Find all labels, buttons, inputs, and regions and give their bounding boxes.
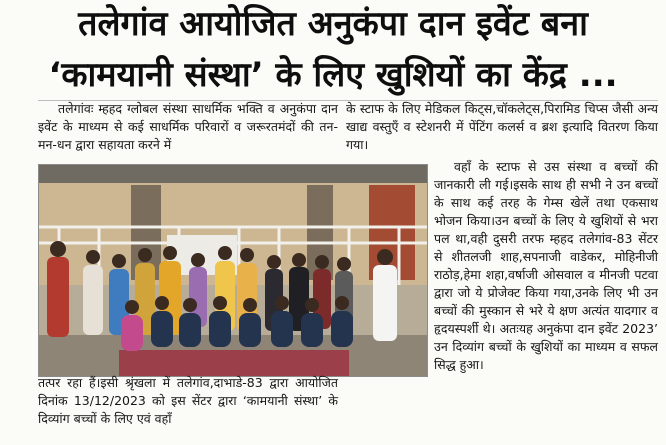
headline-line-2: ‘कामयानी संस्था’ के लिए खुशियों का केंद्र ... — [48, 55, 618, 95]
article-column-right-intro: के स्टाफ के लिए मेडिकल किट्स,चॉकलेट्स,पिरामिड चिप्स जैसी अन्य खाद्य वस्तुएँ व स्टेशनरी में पेंटिंग कलर्स व ब्रश इत्यादि वितरण किया गया। — [346, 101, 658, 152]
article-column-right-body: वहाँ के स्टाफ से उस संस्था व बच्चों की जानकारी ली गई।इसके साथ ही सभी ने उन बच्चों के साथ कई तरह के गेम्स खेलें तथा एकसाथ भोजन किया।उन बच्चों के लिए ये खुशियों से भरा पल था,वही दुसरी तरफ म्हहद तलेगांव-83 सेंटर से शीतलजी शाह,सपनाजी वाडेकर, मोहिनीजी राठोड़,हेमा शहा,वर्षाजी ओसवाल व मीनजी पटवा द्वारा जो ये प्रोजेक्ट किया गया,उनके लिए भी उन बच्चों की मुस्कान से भरे ये क्षण अत्यंत यादगार व हृदयस्पर्शी थे। अतःयह अनुकंपा दान इवेंट 2023’ उन दिव्यांग बच्चों के खुशियों का माध्यम व सफल सिद्ध हुआ। — [434, 159, 658, 372]
headline-line-1: तलेगांव आयोजित अनुकंपा दान इवेंट बना — [78, 4, 588, 44]
article-column-left-bottom: तत्पर रहा हैं।इसी श्रृंखला में तलेगांव,दाभाडे-83 द्वारा आयोजित दिनांक 13/12/2023 को इस सेंटर द्वारा ‘कामयानी संस्था’ के दिव्यांग बच्चों के लिए एवं वहाँ — [38, 375, 338, 426]
article-column-left-top: तलेगांवः म्हहद ग्लोबल संस्था साधर्मिक भक्ति व अनुकंपा दान इवेंट के माध्यम से कई साधर्मिक परिवारों व जरूरतमंदों की तन-मन-धन द्वारा सहायता करने में — [38, 101, 338, 152]
event-photo — [38, 164, 428, 377]
